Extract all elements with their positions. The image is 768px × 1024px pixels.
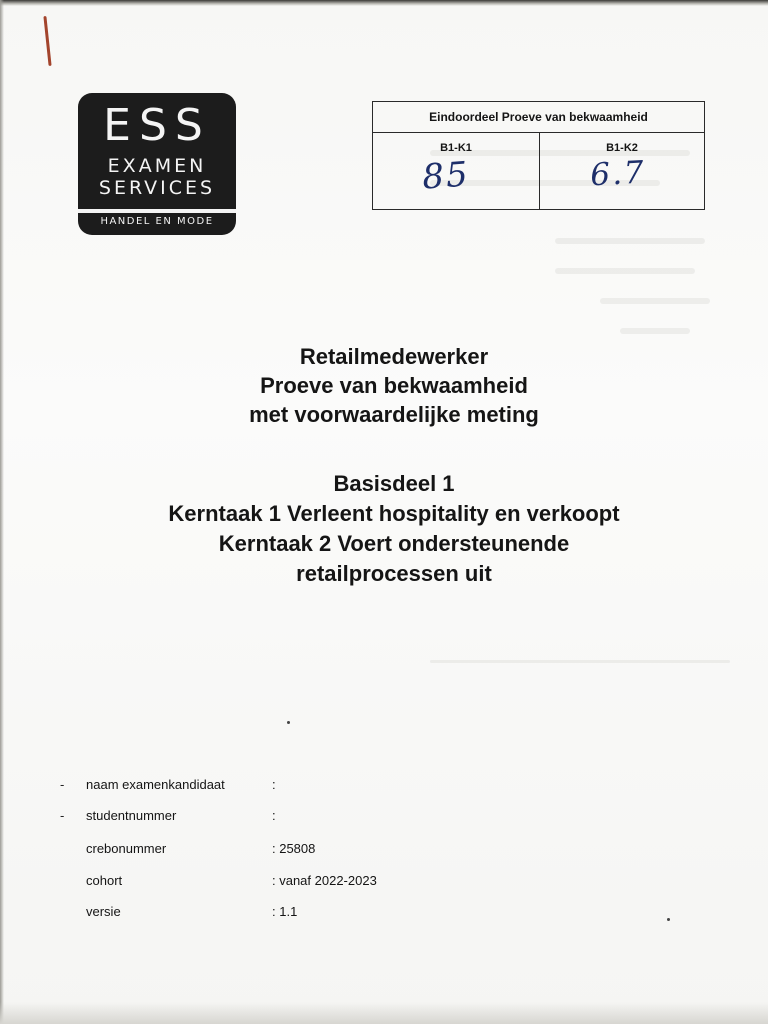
field-value: : vanaf 2022-2023 <box>272 873 377 888</box>
logo-subtitle: HANDEL EN MODE <box>100 216 214 227</box>
logo-divider <box>78 209 236 213</box>
field-version <box>0 902 768 926</box>
handwritten-score: 6.7 <box>589 154 647 194</box>
logo-mark: ESS <box>103 100 211 151</box>
show-through-line <box>600 298 710 304</box>
score-cell-b1k1 <box>373 132 540 209</box>
field-label: studentnummer <box>86 808 177 823</box>
document-title <box>60 342 728 429</box>
logo-line-examen: EXAMEN <box>107 155 207 177</box>
field-value: : <box>272 777 276 792</box>
score-table-title: Eindoordeel Proeve van bekwaamheid <box>373 102 704 133</box>
ess-logo <box>78 93 236 235</box>
page-bottom-edge <box>0 1002 768 1024</box>
field-bullet: - <box>60 777 65 792</box>
show-through-line <box>555 238 705 244</box>
staple-mark <box>43 16 51 66</box>
subtitle-line: Kerntaak 2 Voert ondersteunende <box>218 531 570 556</box>
field-label: crebonummer <box>86 841 167 856</box>
title-line: Retailmedewerker <box>299 344 489 369</box>
score-label: B1-K2 <box>606 142 638 154</box>
score-label: B1-K1 <box>440 142 472 154</box>
field-cohort <box>0 871 768 895</box>
subtitle-line: Kerntaak 1 Verleent hospitality en verkoopt <box>168 501 620 526</box>
score-cell-b1k2 <box>540 132 704 209</box>
show-through-line <box>430 660 730 663</box>
field-label: versie <box>86 904 121 919</box>
show-through-line <box>620 328 690 334</box>
field-label: naam examenkandidaat <box>86 777 225 792</box>
paper-speck <box>287 721 290 724</box>
field-candidate-name <box>0 775 768 799</box>
show-through-line <box>555 268 695 274</box>
field-value: : 1.1 <box>272 904 298 919</box>
handwritten-score: 85 <box>421 154 471 198</box>
field-value: : <box>272 808 276 823</box>
document-subtitle <box>60 469 728 589</box>
page-top-edge <box>0 0 768 6</box>
field-crebo-number <box>0 839 768 863</box>
title-line: Proeve van bekwaamheid <box>260 373 528 398</box>
subtitle-line: retailprocessen uit <box>296 561 492 586</box>
field-bullet: - <box>60 808 65 823</box>
field-value: : 25808 <box>272 841 316 856</box>
field-label: cohort <box>86 873 123 888</box>
subtitle-line: Basisdeel 1 <box>333 471 455 496</box>
field-student-number <box>0 806 768 830</box>
title-line: met voorwaardelijke meting <box>249 402 539 427</box>
logo-line-services: SERVICES <box>98 177 216 199</box>
score-table <box>372 101 705 210</box>
